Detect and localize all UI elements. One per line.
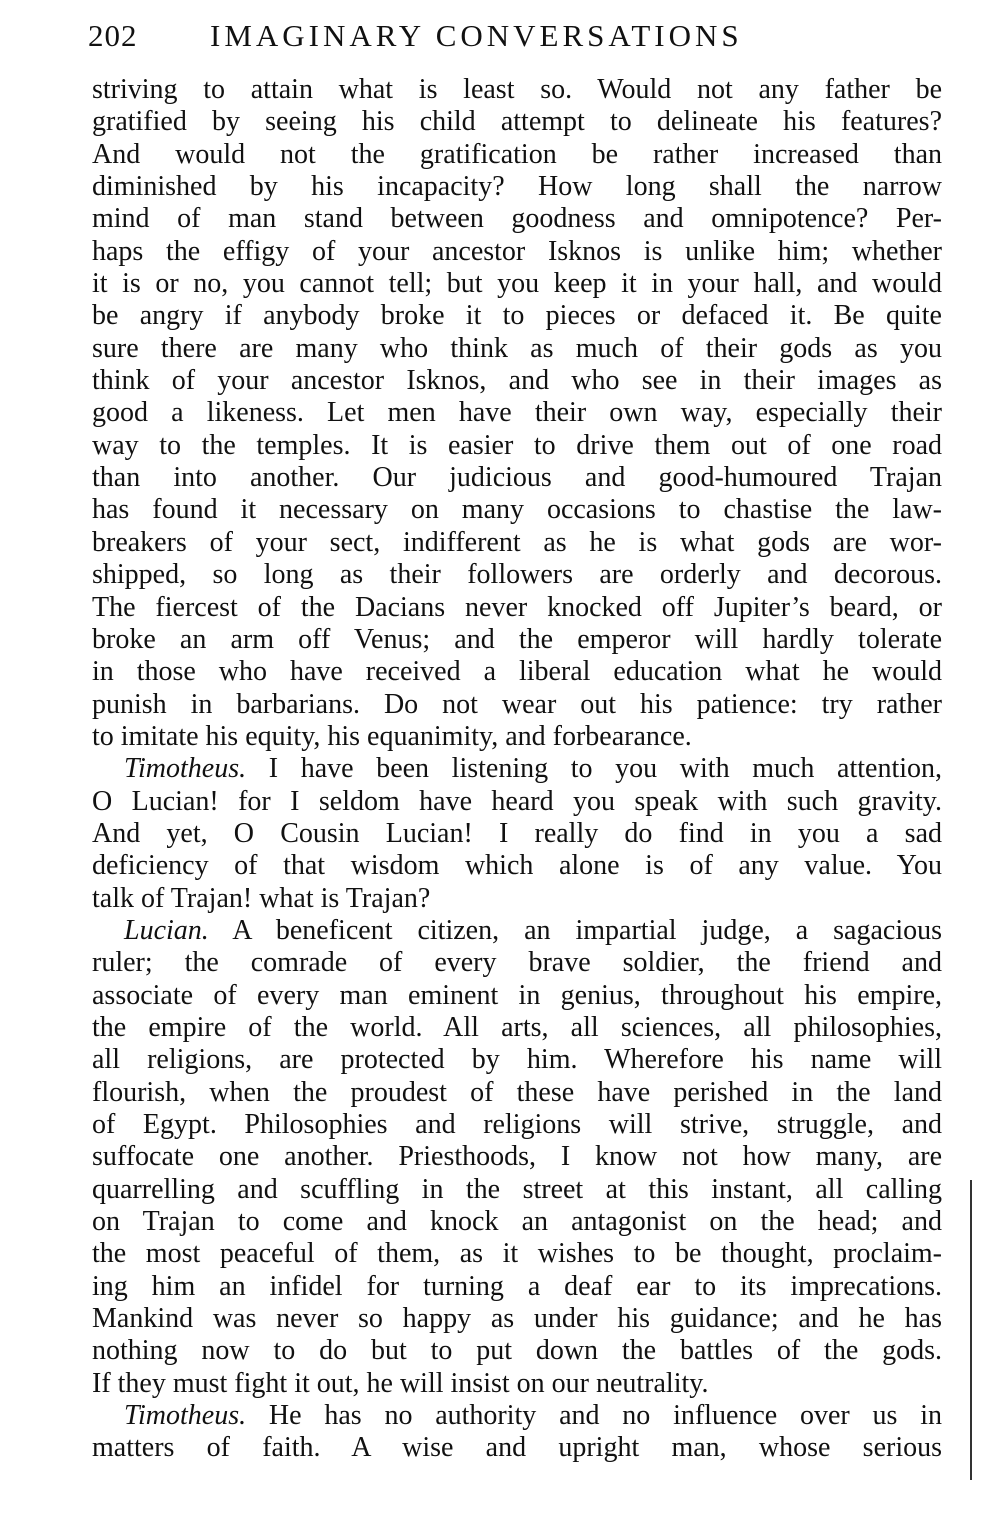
- text-line: [92, 236, 942, 268]
- line-text: way to the temples. It is easier to drive them out of one road: [92, 429, 942, 461]
- text-line: [92, 1335, 942, 1367]
- text-line: [92, 980, 942, 1012]
- line-text: be angry if anybody broke it to pieces or defaced it. Be quite: [92, 300, 942, 332]
- line-text: quarrelling and scuffling in the street at this instant, all calling: [92, 1173, 942, 1205]
- page-number: 202: [88, 18, 138, 53]
- text-line: [92, 333, 942, 365]
- line-text: suffocate one another. Priesthoods, I know not how many, are: [92, 1141, 942, 1173]
- line-text: than into another. Our judicious and good-humoured Trajan: [92, 462, 942, 494]
- line-text: haps the effigy of your ancestor Isknos is unlike him; whether: [92, 235, 942, 267]
- text-line: [92, 1044, 942, 1076]
- line-text: And would not the gratification be rather increased than: [92, 138, 942, 170]
- text-line: [92, 947, 942, 979]
- line-text: think of your ancestor Isknos, and who see in their images as: [92, 365, 942, 397]
- text-line: [92, 1109, 942, 1141]
- line-text: on Trajan to come and knock an antagonist on the head; and: [92, 1206, 942, 1238]
- line-text: mind of man stand between goodness and omnipotence? Per-: [92, 203, 942, 235]
- speaker-name: Timotheus.: [124, 753, 247, 785]
- text-line: [92, 1303, 942, 1335]
- margin-rule: [970, 1180, 972, 1480]
- text-line: [92, 139, 942, 171]
- text-line: [92, 592, 942, 624]
- line-text: The fiercest of the Dacians never knocked off Jupiter’s beard, or: [92, 591, 942, 623]
- text-line: [92, 656, 942, 688]
- line-text: ing him an infidel for turning a deaf ear to its imprecations.: [92, 1270, 942, 1302]
- line-text: deficiency of that wisdom which alone is of any value. You: [92, 850, 942, 882]
- speaker-name: Timotheus.: [124, 1400, 247, 1432]
- text-line: [92, 203, 942, 235]
- line-text: flourish, when the proudest of these have perished in the land: [92, 1076, 942, 1108]
- line-text: of Egypt. Philosophies and religions will strive, struggle, and: [92, 1109, 942, 1140]
- text-line: [92, 1271, 942, 1303]
- text-line: [92, 365, 942, 397]
- text-line: [92, 430, 942, 462]
- speech-start-line: [92, 753, 942, 785]
- text-line: [92, 171, 942, 203]
- text-line: [92, 1141, 942, 1173]
- line-text: all religions, are protected by him. Wherefore his name will: [92, 1044, 942, 1076]
- line-text: in those who have received a liberal education what he would: [92, 656, 942, 688]
- line-text: If they must fight it out, he will insist on our neutrality.: [92, 1367, 709, 1399]
- text-line: [92, 1368, 942, 1400]
- text-line: [92, 300, 942, 332]
- line-text: striving to attain what is least so. Would not any father be: [92, 74, 942, 105]
- line-text: shipped, so long as their followers are orderly and decorous.: [92, 559, 942, 591]
- speech-start-line: [92, 915, 942, 947]
- text-line: [92, 494, 942, 526]
- line-text: associate of every man eminent in genius, throughout his empire,: [92, 979, 942, 1011]
- text-line: [92, 1206, 942, 1238]
- text-line: [92, 559, 942, 591]
- line-text: Mankind was never so happy as under his guidance; and he has: [92, 1303, 942, 1335]
- text-line: [92, 1432, 942, 1464]
- text-line: [92, 689, 942, 721]
- line-text: I have been listening to you with much attention,: [246, 753, 942, 785]
- text-line: [92, 1174, 942, 1206]
- text-line: [92, 1012, 942, 1044]
- text-line: [92, 818, 942, 850]
- line-text: it is or no, you cannot tell; but you keep it in your hall, and would: [92, 268, 942, 300]
- text-line: [92, 786, 942, 818]
- body-text: [92, 74, 942, 1465]
- text-line: [92, 527, 942, 559]
- text-line: [92, 1077, 942, 1109]
- line-text: the empire of the world. All arts, all sciences, all philosophies,: [92, 1011, 942, 1043]
- line-text: the most peaceful of them, as it wishes to be thought, proclaim-: [92, 1238, 942, 1270]
- text-line: [92, 397, 942, 429]
- line-text: And yet, O Cousin Lucian! I really do find in you a sad: [92, 817, 942, 849]
- text-line: [92, 850, 942, 882]
- line-text: good a likeness. Let men have their own way, especially their: [92, 397, 942, 429]
- line-text: breakers of your sect, indifferent as he is what gods are wor-: [92, 526, 942, 558]
- line-text: gratified by seeing his child attempt to delineate his features?: [92, 106, 942, 138]
- text-line: [92, 74, 942, 106]
- line-text: A beneficent citizen, an impartial judge, a sagacious: [208, 914, 942, 946]
- line-text: diminished by his incapacity? How long shall the narrow: [92, 171, 942, 203]
- text-line: [92, 106, 942, 138]
- text-line: [92, 624, 942, 656]
- text-line: [92, 462, 942, 494]
- line-text: broke an arm off Venus; and the emperor will hardly tolerate: [92, 623, 942, 655]
- line-text: talk of Trajan! what is Trajan?: [92, 882, 431, 914]
- line-text: nothing now to do but to put down the battles of the gods.: [92, 1335, 942, 1367]
- speech-start-line: [92, 1400, 942, 1432]
- line-text: O Lucian! for I seldom have heard you speak with such gravity.: [92, 785, 942, 817]
- line-text: ruler; the comrade of every brave soldier, the friend and: [92, 947, 942, 979]
- line-text: He has no authority and no influence over us in: [246, 1400, 942, 1432]
- line-text: has found it necessary on many occasions to chastise the law-: [92, 494, 942, 526]
- text-line: [92, 883, 942, 915]
- line-text: punish in barbarians. Do not wear out his patience: try rather: [92, 688, 942, 720]
- line-text: matters of faith. A wise and upright man, whose serious: [92, 1432, 942, 1464]
- line-text: sure there are many who think as much of their gods as you: [92, 332, 942, 364]
- speaker-name: Lucian.: [124, 914, 209, 946]
- text-line: [92, 721, 942, 753]
- line-text: to imitate his equity, his equanimity, and forbearance.: [92, 720, 692, 752]
- text-line: [92, 268, 942, 300]
- text-line: [92, 1238, 942, 1270]
- running-title: IMAGINARY CONVERSATIONS: [210, 18, 743, 53]
- running-head: [88, 14, 848, 58]
